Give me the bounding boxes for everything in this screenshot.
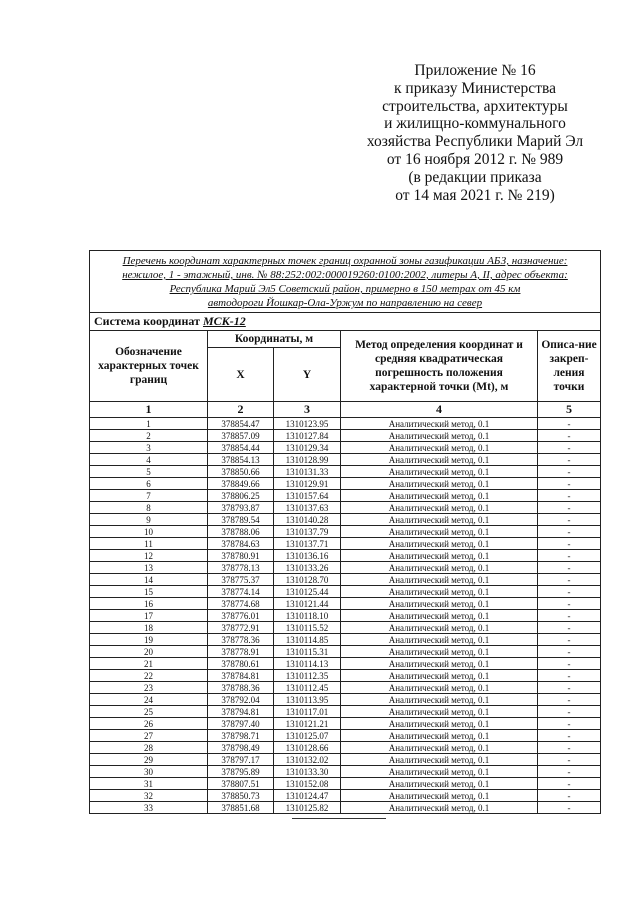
table-row <box>90 742 601 754</box>
point-number: 30 <box>90 766 208 778</box>
y-coordinate: 1310129.91 <box>274 478 341 490</box>
header-line: к приказу Министерства <box>394 79 556 97</box>
method-cell: Аналитический метод, 0.1 <box>341 730 538 742</box>
method-cell: Аналитический метод, 0.1 <box>341 514 538 526</box>
x-coordinate: 378778.13 <box>208 562 274 574</box>
point-number: 13 <box>90 562 208 574</box>
y-coordinate: 1310129.34 <box>274 442 341 454</box>
table-row <box>90 778 601 790</box>
x-coordinate: 378788.36 <box>208 682 274 694</box>
description-cell: - <box>538 454 601 466</box>
description-cell: - <box>538 682 601 694</box>
column-numbers-row <box>90 402 601 418</box>
x-coordinate: 378780.61 <box>208 658 274 670</box>
y-coordinate: 1310121.44 <box>274 598 341 610</box>
point-number: 32 <box>90 790 208 802</box>
method-cell: Аналитический метод, 0.1 <box>341 466 538 478</box>
y-coordinate: 1310125.07 <box>274 730 341 742</box>
description-cell: - <box>538 646 601 658</box>
point-number: 1 <box>90 418 208 430</box>
x-coordinate: 378774.68 <box>208 598 274 610</box>
description-cell: - <box>538 550 601 562</box>
x-coordinate: 378797.40 <box>208 718 274 730</box>
coordinates-table <box>89 250 601 814</box>
x-coordinate: 378850.73 <box>208 790 274 802</box>
table-row <box>90 718 601 730</box>
y-coordinate: 1310117.01 <box>274 706 341 718</box>
table-row <box>90 610 601 622</box>
x-coordinate: 378778.91 <box>208 646 274 658</box>
description-cell: - <box>538 706 601 718</box>
method-cell: Аналитический метод, 0.1 <box>341 778 538 790</box>
method-cell: Аналитический метод, 0.1 <box>341 742 538 754</box>
coordinate-system-label: Система координат <box>94 314 200 328</box>
method-cell: Аналитический метод, 0.1 <box>341 802 538 814</box>
col-x-header: X <box>208 348 274 402</box>
y-coordinate: 1310115.52 <box>274 622 341 634</box>
method-cell: Аналитический метод, 0.1 <box>341 598 538 610</box>
x-coordinate: 378851.68 <box>208 802 274 814</box>
method-cell: Аналитический метод, 0.1 <box>341 694 538 706</box>
x-coordinate: 378793.87 <box>208 502 274 514</box>
y-coordinate: 1310131.33 <box>274 466 341 478</box>
y-coordinate: 1310123.95 <box>274 418 341 430</box>
description-cell: - <box>538 514 601 526</box>
table-row <box>90 670 601 682</box>
description-cell: - <box>538 538 601 550</box>
x-coordinate: 378798.71 <box>208 730 274 742</box>
point-number: 25 <box>90 706 208 718</box>
x-coordinate: 378857.09 <box>208 430 274 442</box>
description-cell: - <box>538 490 601 502</box>
header-line: от 16 ноября 2012 г. № 989 <box>386 150 564 168</box>
point-number: 17 <box>90 610 208 622</box>
description-cell: - <box>538 802 601 814</box>
table-row <box>90 694 601 706</box>
method-cell: Аналитический метод, 0.1 <box>341 562 538 574</box>
y-coordinate: 1310137.63 <box>274 502 341 514</box>
x-coordinate: 378774.14 <box>208 586 274 598</box>
point-number: 29 <box>90 754 208 766</box>
table-row <box>90 622 601 634</box>
point-number: 9 <box>90 514 208 526</box>
table-row <box>90 490 601 502</box>
point-number: 7 <box>90 490 208 502</box>
col-method-header: Метод определения координат и средняя квадратическая погрешность положения характерной точки (Mt), м <box>341 331 538 402</box>
x-coordinate: 378854.47 <box>208 418 274 430</box>
description-cell: - <box>538 742 601 754</box>
method-cell: Аналитический метод, 0.1 <box>341 502 538 514</box>
point-number: 19 <box>90 634 208 646</box>
point-number: 12 <box>90 550 208 562</box>
x-coordinate: 378854.44 <box>208 442 274 454</box>
x-coordinate: 378778.36 <box>208 634 274 646</box>
point-number: 2 <box>90 430 208 442</box>
point-number: 3 <box>90 442 208 454</box>
x-coordinate: 378784.63 <box>208 538 274 550</box>
y-coordinate: 1310118.10 <box>274 610 341 622</box>
column-number: 1 <box>90 402 208 418</box>
description-cell: - <box>538 778 601 790</box>
table-row <box>90 586 601 598</box>
y-coordinate: 1310128.99 <box>274 454 341 466</box>
description-cell: - <box>538 622 601 634</box>
y-coordinate: 1310137.71 <box>274 538 341 550</box>
table-row <box>90 562 601 574</box>
description-cell: - <box>538 418 601 430</box>
method-cell: Аналитический метод, 0.1 <box>341 790 538 802</box>
title-line: Перечень координат характерных точек границ охранной зоны газификации АБЗ, назначение: <box>122 255 568 267</box>
col-point-header: Обозначение характерных точек границ <box>90 331 208 402</box>
col-coords-header: Координаты, м <box>208 331 341 348</box>
header-line: Приложение № 16 <box>414 62 536 79</box>
table-row <box>90 754 601 766</box>
description-cell: - <box>538 562 601 574</box>
header-line: хозяйства Республики Марий Эл <box>366 133 584 151</box>
description-cell: - <box>538 526 601 538</box>
method-cell: Аналитический метод, 0.1 <box>341 718 538 730</box>
point-number: 23 <box>90 682 208 694</box>
table-row <box>90 418 601 430</box>
y-coordinate: 1310133.26 <box>274 562 341 574</box>
description-cell: - <box>538 610 601 622</box>
description-cell: - <box>538 586 601 598</box>
y-coordinate: 1310136.16 <box>274 550 341 562</box>
description-cell: - <box>538 574 601 586</box>
description-cell: - <box>538 466 601 478</box>
point-number: 10 <box>90 526 208 538</box>
y-coordinate: 1310112.45 <box>274 682 341 694</box>
table-row <box>90 646 601 658</box>
method-cell: Аналитический метод, 0.1 <box>341 430 538 442</box>
col-y-header: Y <box>274 348 341 402</box>
column-number: 4 <box>341 402 538 418</box>
table-row <box>90 574 601 586</box>
point-number: 6 <box>90 478 208 490</box>
title-line: Республика Марий Эл5 Советский район, примерно в 150 метрах от 45 км <box>169 283 521 295</box>
method-cell: Аналитический метод, 0.1 <box>341 478 538 490</box>
point-number: 16 <box>90 598 208 610</box>
y-coordinate: 1310125.44 <box>274 586 341 598</box>
method-cell: Аналитический метод, 0.1 <box>341 706 538 718</box>
y-coordinate: 1310124.47 <box>274 790 341 802</box>
table-row <box>90 430 601 442</box>
table-row <box>90 730 601 742</box>
header-line: строительства, архитектуры <box>382 97 568 115</box>
table-row <box>90 550 601 562</box>
table-row <box>90 790 601 802</box>
x-coordinate: 378789.54 <box>208 514 274 526</box>
y-coordinate: 1310128.70 <box>274 574 341 586</box>
description-cell: - <box>538 598 601 610</box>
y-coordinate: 1310137.79 <box>274 526 341 538</box>
y-coordinate: 1310140.28 <box>274 514 341 526</box>
y-coordinate: 1310128.66 <box>274 742 341 754</box>
column-number: 3 <box>274 402 341 418</box>
table-row <box>90 634 601 646</box>
method-cell: Аналитический метод, 0.1 <box>341 550 538 562</box>
y-coordinate: 1310133.30 <box>274 766 341 778</box>
point-number: 5 <box>90 466 208 478</box>
point-number: 18 <box>90 622 208 634</box>
description-cell: - <box>538 442 601 454</box>
x-coordinate: 378772.91 <box>208 622 274 634</box>
method-cell: Аналитический метод, 0.1 <box>341 490 538 502</box>
description-cell: - <box>538 718 601 730</box>
table-row <box>90 478 601 490</box>
description-cell: - <box>538 502 601 514</box>
method-cell: Аналитический метод, 0.1 <box>341 526 538 538</box>
point-number: 11 <box>90 538 208 550</box>
header-line: и жилищно-коммунального <box>384 115 566 133</box>
title-line: нежилое, 1 - этажный, инв. № 88:252:002:000019260:0100:2002, литеры А, II, адрес объекта: <box>122 269 568 281</box>
point-number: 21 <box>90 658 208 670</box>
table-row <box>90 454 601 466</box>
y-coordinate: 1310115.31 <box>274 646 341 658</box>
footer-divider <box>292 818 386 819</box>
method-cell: Аналитический метод, 0.1 <box>341 682 538 694</box>
method-cell: Аналитический метод, 0.1 <box>341 754 538 766</box>
title-line: автодороги Йошкар-Ола-Уржум по направлению на север <box>207 297 483 309</box>
table-row <box>90 598 601 610</box>
method-cell: Аналитический метод, 0.1 <box>341 766 538 778</box>
y-coordinate: 1310114.85 <box>274 634 341 646</box>
method-cell: Аналитический метод, 0.1 <box>341 574 538 586</box>
method-cell: Аналитический метод, 0.1 <box>341 454 538 466</box>
method-cell: Аналитический метод, 0.1 <box>341 538 538 550</box>
x-coordinate: 378784.81 <box>208 670 274 682</box>
description-cell: - <box>538 766 601 778</box>
table-row <box>90 658 601 670</box>
table-row <box>90 514 601 526</box>
table-row <box>90 526 601 538</box>
table-row <box>90 466 601 478</box>
point-number: 15 <box>90 586 208 598</box>
table-row <box>90 682 601 694</box>
y-coordinate: 1310125.82 <box>274 802 341 814</box>
x-coordinate: 378850.66 <box>208 466 274 478</box>
x-coordinate: 378780.91 <box>208 550 274 562</box>
table-row <box>90 706 601 718</box>
table-row <box>90 766 601 778</box>
y-coordinate: 1310114.13 <box>274 658 341 670</box>
method-cell: Аналитический метод, 0.1 <box>341 418 538 430</box>
table-row <box>90 502 601 514</box>
point-number: 22 <box>90 670 208 682</box>
column-number: 5 <box>538 402 601 418</box>
point-number: 33 <box>90 802 208 814</box>
x-coordinate: 378807.51 <box>208 778 274 790</box>
point-number: 8 <box>90 502 208 514</box>
header-line: (в редакции приказа <box>408 168 542 186</box>
x-coordinate: 378794.81 <box>208 706 274 718</box>
y-coordinate: 1310152.08 <box>274 778 341 790</box>
description-cell: - <box>538 430 601 442</box>
x-coordinate: 378849.66 <box>208 478 274 490</box>
description-cell: - <box>538 730 601 742</box>
description-cell: - <box>538 670 601 682</box>
x-coordinate: 378792.04 <box>208 694 274 706</box>
header-line: от 14 мая 2021 г. № 219) <box>395 186 555 204</box>
x-coordinate: 378806.25 <box>208 490 274 502</box>
coordinate-system-name: МСК-12 <box>202 314 246 328</box>
y-coordinate: 1310132.02 <box>274 754 341 766</box>
table-row <box>90 538 601 550</box>
method-cell: Аналитический метод, 0.1 <box>341 586 538 598</box>
x-coordinate: 378795.89 <box>208 766 274 778</box>
x-coordinate: 378797.17 <box>208 754 274 766</box>
point-number: 20 <box>90 646 208 658</box>
order-header <box>355 62 595 204</box>
description-cell: - <box>538 478 601 490</box>
description-cell: - <box>538 754 601 766</box>
method-cell: Аналитический метод, 0.1 <box>341 646 538 658</box>
y-coordinate: 1310157.64 <box>274 490 341 502</box>
column-number: 2 <box>208 402 274 418</box>
description-cell: - <box>538 790 601 802</box>
x-coordinate: 378854.13 <box>208 454 274 466</box>
y-coordinate: 1310121.21 <box>274 718 341 730</box>
point-number: 24 <box>90 694 208 706</box>
point-number: 31 <box>90 778 208 790</box>
y-coordinate: 1310112.35 <box>274 670 341 682</box>
table-row <box>90 802 601 814</box>
method-cell: Аналитический метод, 0.1 <box>341 622 538 634</box>
method-cell: Аналитический метод, 0.1 <box>341 610 538 622</box>
x-coordinate: 378798.49 <box>208 742 274 754</box>
y-coordinate: 1310127.84 <box>274 430 341 442</box>
point-number: 26 <box>90 718 208 730</box>
description-cell: - <box>538 658 601 670</box>
method-cell: Аналитический метод, 0.1 <box>341 442 538 454</box>
table-row <box>90 442 601 454</box>
method-cell: Аналитический метод, 0.1 <box>341 670 538 682</box>
x-coordinate: 378776.01 <box>208 610 274 622</box>
point-number: 27 <box>90 730 208 742</box>
point-number: 28 <box>90 742 208 754</box>
description-cell: - <box>538 694 601 706</box>
x-coordinate: 378775.37 <box>208 574 274 586</box>
point-number: 14 <box>90 574 208 586</box>
y-coordinate: 1310113.95 <box>274 694 341 706</box>
method-cell: Аналитический метод, 0.1 <box>341 634 538 646</box>
method-cell: Аналитический метод, 0.1 <box>341 658 538 670</box>
point-number: 4 <box>90 454 208 466</box>
x-coordinate: 378788.06 <box>208 526 274 538</box>
coordinate-system <box>90 313 601 331</box>
col-desc-header: Описа-ние закреп-ления точки <box>538 331 601 402</box>
description-cell: - <box>538 634 601 646</box>
table-title <box>90 251 601 313</box>
